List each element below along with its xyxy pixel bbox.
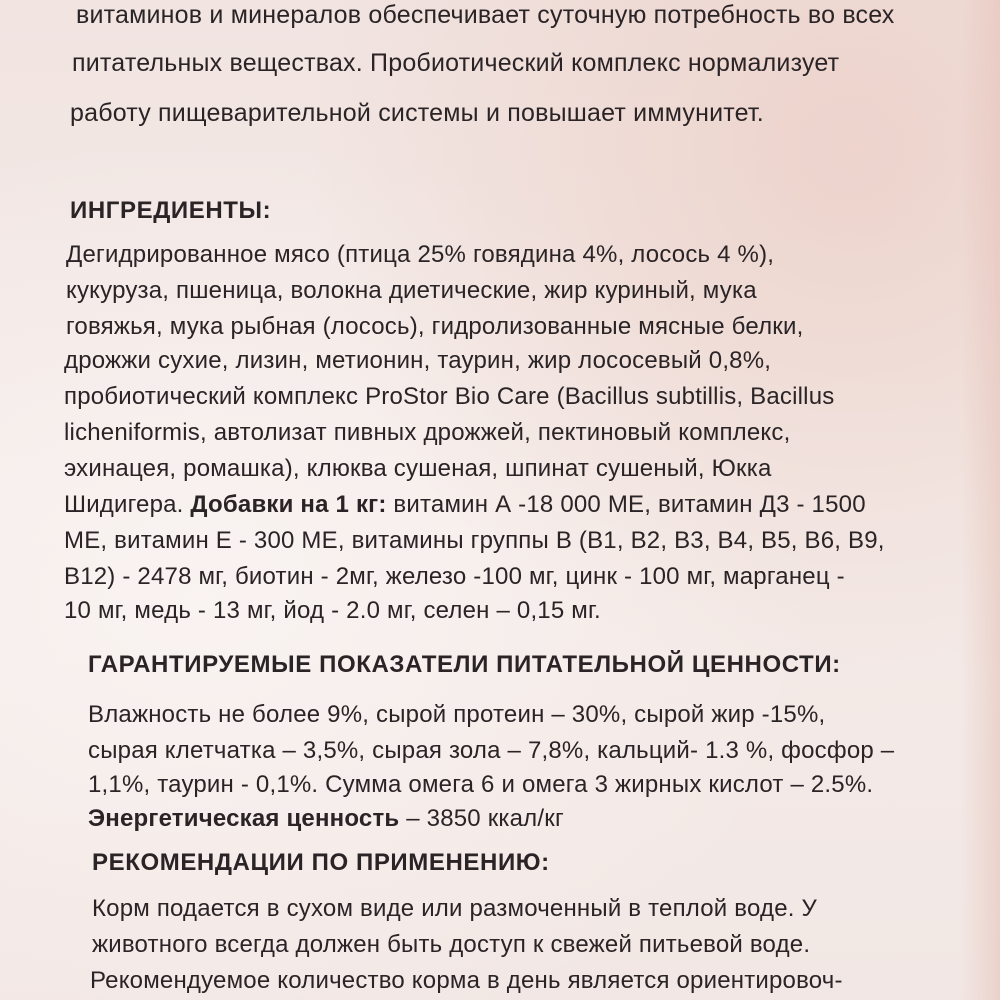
intro-line-1: витаминов и минералов обеспечивает суточную потребность во всех	[76, 1, 895, 29]
guaranteed-heading: ГАРАНТИРУЕМЫЕ ПОКАЗАТЕЛИ ПИТАТЕЛЬНОЙ ЦЕННОСТИ:	[88, 651, 841, 678]
guaranteed-line-1: Влажность не более 9%, сырой протеин – 30%, сырой жир -15%,	[88, 701, 826, 728]
ingredients-line-7: эхинацея, ромашка), клюква сушеная, шпинат сушеный, Юкка	[64, 455, 772, 482]
recommendations-line-2: животного всегда должен быть доступ к свежей питьевой воде.	[92, 931, 811, 958]
guaranteed-line-3: 1,1%, таурин - 0,1%. Сумма омега 6 и омега 3 жирных кислот – 2.5%.	[88, 771, 874, 798]
ingredients-line-1: Дегидрированное мясо (птица 25% говядина 4%, лосось 4 %),	[66, 241, 775, 268]
energy-value: – 3850 ккал/кг	[399, 805, 564, 832]
ingredients-line-2: кукуруза, пшеница, волокна диетические, жир куриный, мука	[66, 277, 757, 304]
additives-label: Добавки на 1 кг:	[190, 491, 387, 518]
energy-label: Энергетическая ценность	[88, 805, 400, 832]
ingredients-line-8-start: Шидигера.	[64, 491, 191, 518]
ingredients-line-6: licheniformis, автолизат пивных дрожжей, пектиновый комплекс,	[64, 419, 791, 446]
ingredients-line-5: пробиотический комплекс ProStor Bio Care (Bacillus subtillis, Bacillus	[64, 383, 835, 410]
ingredients-line-9: МЕ, витамин Е - 300 МЕ, витамины группы В (В1, В2, В3, В4, В5, В6, В9,	[64, 527, 885, 554]
ingredients-line-4: дрожжи сухие, лизин, метионин, таурин, жир лососевый 0,8%,	[64, 347, 772, 374]
guaranteed-line-2: сырая клетчатка – 3,5%, сырая зола – 7,8%, кальций- 1.3 %, фосфор –	[88, 737, 895, 764]
ingredients-line-3: говяжья, мука рыбная (лосось), гидролизованные мясные белки,	[66, 313, 804, 340]
ingredients-line-10: В12) - 2478 мг, биотин - 2мг, железо -100 мг, цинк - 100 мг, марганец -	[64, 563, 845, 590]
intro-line-2: питательных веществах. Пробиотический комплекс нормализует	[72, 49, 840, 77]
energy-line	[88, 804, 564, 834]
recommendations-line-1: Корм подается в сухом виде или размоченный в теплой воде. У	[92, 895, 817, 922]
intro-line-3: работу пищеварительной системы и повышает иммунитет.	[70, 99, 764, 127]
package-edge-shadow	[960, 0, 1000, 1000]
ingredients-heading: ИНГРЕДИЕНТЫ:	[70, 197, 272, 224]
recommendations-heading: РЕКОМЕНДАЦИИ ПО ПРИМЕНЕНИЮ:	[92, 849, 550, 876]
ingredients-line-11: 10 мг, медь - 13 мг, йод - 2.0 мг, селен – 0,15 мг.	[64, 597, 601, 624]
ingredients-line-8-end: витамин А -18 000 МЕ, витамин Д3 - 1500	[386, 491, 866, 518]
ingredients-line-8	[64, 490, 866, 520]
recommendations-line-3: Рекомендуемое количество корма в день является ориентировоч-	[90, 967, 843, 994]
